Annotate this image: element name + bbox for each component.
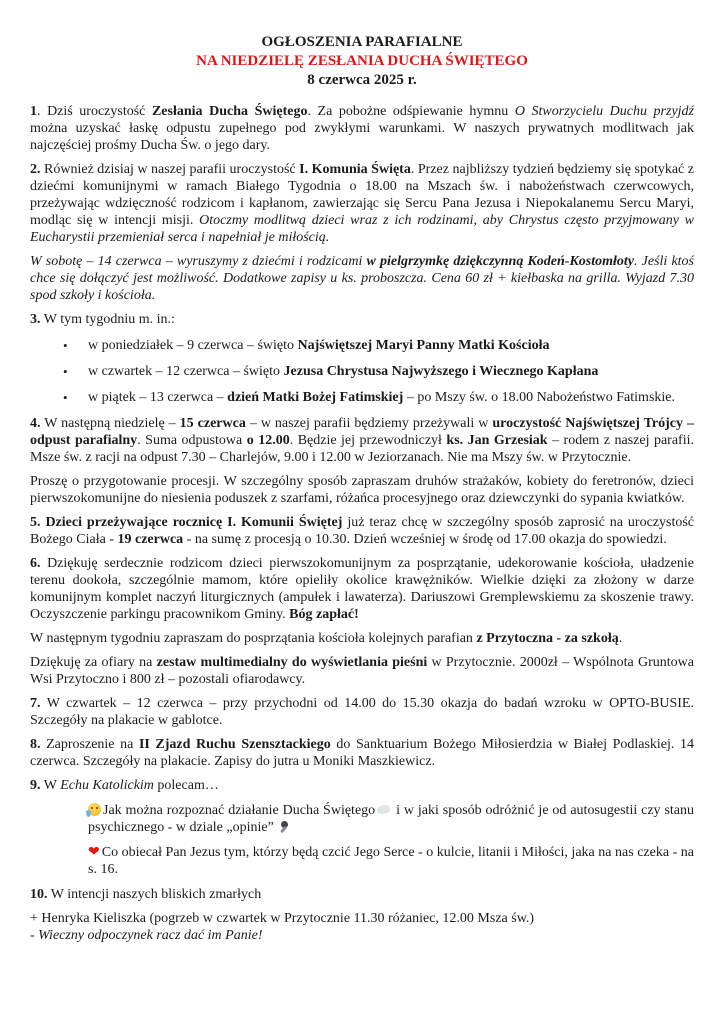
document-body <box>30 103 694 944</box>
text-run: z Przytoczna - za szkołą <box>476 631 619 646</box>
text-run: w pielgrzymkę dziękczynną Kodeń-Kostomłoty <box>366 254 635 269</box>
text-run: 7. <box>30 696 41 711</box>
bullet-icon: • <box>63 338 68 353</box>
text-run: W następną niedzielę – <box>40 416 180 431</box>
text-run: w poniedziałek – 9 czerwca – święto <box>88 338 298 353</box>
text-run: 6. <box>30 556 41 571</box>
text-run: polecam… <box>153 778 219 793</box>
funeral-henryk <box>30 910 694 927</box>
text-run: W czwartek – 12 czerwca – przy przychodni od 14.00 do 15.30 okazja do badań wzroku w OPTO-BUSIE. Szczegóły na plakacie w gablotce. <box>30 696 694 728</box>
page-title: OGŁOSZENIA PARAFIALNE <box>261 34 463 50</box>
text-run: + Henryka Kieliszka (pogrzeb w czwartek w Przytocznie 11.30 różaniec, 12.00 Msza św.) <box>30 911 535 926</box>
eternal-rest-prayer <box>30 927 694 944</box>
text-run: już teraz chcę w szczególny sposób zaprosić na uroczystość Bożego Ciała - <box>30 515 694 547</box>
text-run: w Przytocznie. 2000zł – Wspólnota Gruntowa Wsi Przytoczno i 800 zł – pozostali ofiarodawcy. <box>30 655 694 687</box>
crying-face-emoji <box>88 803 101 816</box>
parish-feast <box>30 415 694 466</box>
text-run: – po Mszy św. o 18.00 Nabożeństwo Fatimskie. <box>403 390 675 405</box>
text-run: - Wieczny odpoczynek racz dać im Panie! <box>30 928 263 943</box>
pilgrimage-note <box>30 253 694 304</box>
text-run: O Stworzycielu Duchu przyjdź <box>514 104 694 119</box>
echo-item-2 <box>88 844 694 878</box>
text-run: dzień Matki Bożej Fatimskiej <box>227 390 404 405</box>
text-run: W następnym tygodniu zapraszam do posprzątania kościoła kolejnych parafian <box>30 631 477 646</box>
text-run: Również dzisiaj w naszej parafii uroczystość <box>40 162 300 177</box>
text-run: – w naszej parafii będziemy przeżywali w <box>245 416 493 431</box>
text-run: W <box>40 778 61 793</box>
feast-thursday <box>30 363 694 380</box>
echo-item-1 <box>88 802 694 836</box>
text-run: 19 czerwca <box>117 532 184 547</box>
text-run: . <box>618 631 623 646</box>
dove-emoji <box>377 805 390 814</box>
text-run: . Przez najbliższy tydzień będziemy się spotykać z dziećmi komunijnymi w ramach Białego Tygodnia o 18.00 na Mszach św. i nabożeństwach czerwcowych, przeżywając wdzięczność rodzicom i kapłanom, zawierzając się Sercu Pana Jezusa i Niepokalanemu Sercu Maryi, modląc się w intencji misji. <box>30 162 694 228</box>
bullet-icon: • <box>63 364 68 379</box>
text-run: Bóg zapłać! <box>289 607 359 622</box>
text-run: W tym tygodniu m. in.: <box>40 312 175 327</box>
document-header <box>30 33 694 90</box>
text-run: Zesłania Ducha Świętego <box>151 104 308 119</box>
microphone-emoji <box>277 821 290 834</box>
text-run: o 12.00 <box>246 433 290 448</box>
text-run: Jezusa Chrystusa Najwyższego i Wiecznego Kapłana <box>283 364 599 379</box>
text-run: W sobotę – 14 czerwca – wyruszymy z dziećmi i rodzicami <box>30 254 367 269</box>
first-communion <box>30 161 694 246</box>
bullet-icon: • <box>63 390 68 405</box>
text-run: Otoczmy modlitwą dzieci wraz z ich rodzinami, aby Chrystus często przyjmowany w Eucharystii przemieniał serca i napełniał je miłością. <box>30 213 694 245</box>
multimedia-donations <box>30 654 694 688</box>
feast-friday <box>30 389 694 406</box>
procession-request <box>30 473 694 507</box>
page-subtitle: NA NIEDZIELĘ ZESŁANIA DUCHA ŚWIĘTEGO <box>196 53 528 69</box>
next-week-cleaning <box>30 630 694 647</box>
text-run: uroczystość Najświętszej Trójcy – odpust parafialny <box>30 416 695 448</box>
text-run: Najświętszej Maryi Panny Matki Kościoła <box>297 338 550 353</box>
eye-exams <box>30 695 694 729</box>
text-run: Zaproszenie na <box>40 737 139 752</box>
text-run: . Będzie jej przewodniczył <box>289 433 447 448</box>
page-date: 8 czerwca 2025 r. <box>307 72 417 88</box>
text-run: II Zjazd Ruchu Szensztackiego <box>138 737 331 752</box>
text-run: 5. Dzieci przeżywające rocznicę I. Komunii Świętej <box>30 515 343 530</box>
text-run: 15 czerwca <box>179 416 246 431</box>
text-run: Dziękuję serdecznie rodzicom dzieci pierwszokomunijnym za posprzątanie, udekorowanie kościoła, uładzenie terenu dookoła, szczególnie mamom, które opieliły okolice krawężników. Wielkie dzięki za złożony w darze komunijnym komplet naczyń liturgicznych (ampułek i lawaterza). Dariuszowi Gremplewskiemu za skoszenie trawy. Oczyszczenie parkingu pracownikom Gminy. <box>30 556 694 622</box>
text-run: zestaw multimedialny do wyświetlania pieśni <box>156 655 428 670</box>
week-schedule-header <box>30 311 694 328</box>
intro-pentecost <box>30 103 694 154</box>
text-run: . Za pobożne odśpiewanie hymnu <box>307 104 515 119</box>
deceased-intentions <box>30 886 694 903</box>
echo-katolickie <box>30 777 694 794</box>
text-run: W intencji naszych bliskich zmarłych <box>47 887 262 902</box>
text-run: 8. <box>30 737 41 752</box>
text-run: można uzyskać łaskę odpustu zupełnego pod zwykłymi warunkami. W naszych prywatnych modlitwach jak najczęściej prośmy Ducha Św. o jego dary. <box>30 121 694 153</box>
red-heart-emoji <box>88 844 100 861</box>
text-run: – rodem z naszej parafii. Msze św. z racji na odpust 7.30 – Charlejów, 9.00 i 12.00 w Jeziorzanach. Nie ma Mszy św. w Przytocznie. <box>30 433 694 465</box>
text-run: Dziękuję za ofiary na <box>30 655 157 670</box>
text-run: w piątek – 13 czerwca – <box>88 390 228 405</box>
text-run: 3. <box>30 312 41 327</box>
text-run: 10. <box>30 887 48 902</box>
text-run: 2. <box>30 162 41 177</box>
thanks-parents <box>30 555 694 623</box>
text-run: . Suma odpustowa <box>137 433 247 448</box>
text-run: Echu Katolickim <box>60 778 154 793</box>
text-run: w czwartek – 12 czerwca – święto <box>88 364 284 379</box>
text-run: - na sumę z procesją o 10.30. Dzień wcześniej w środę od 17.00 okazja do spowiedzi. <box>183 532 667 547</box>
feast-monday <box>30 337 694 354</box>
szensztat-meeting <box>30 736 694 770</box>
text-run: Co obiecał Pan Jezus tym, którzy będą czcić Jego Serce - o kulcie, litanii i Miłości, jaka na nas czeka - na s. 16. <box>88 845 694 877</box>
text-run: i w jaki sposób odróżnić je od autosugestii czy stanu psychicznego - w dziale „opinie” <box>88 803 694 835</box>
text-run: ks. Jan Grzesiak <box>446 433 548 448</box>
text-run: Jak można rozpoznać działanie Ducha Świętego <box>103 803 376 818</box>
text-run: 4. <box>30 416 41 431</box>
text-run: Proszę o przygotowanie procesji. W szczególny sposób zapraszam druhów strażaków, kobiety do feretronów, dzieci pierwszokomunijne do niesienia poduszek z szarfami, różańca procesyjnego oraz dziewczynki do sypania kwiatków. <box>30 474 694 506</box>
anniversary-children <box>30 514 694 548</box>
text-run: . Dziś uroczystość <box>37 104 152 119</box>
text-run: 9. <box>30 778 41 793</box>
text-run: do Sanktuarium Bożego Miłosierdzia w Białej Podlaskiej. 14 czerwca. Szczegóły na plakacie. Zapisy do jutra u Moniki Maszkiewicz. <box>30 737 694 769</box>
text-run: I. Komunia Święta <box>299 162 411 177</box>
text-run: . Jeśli ktoś chce się dołączyć jest możliwość. Dodatkowe zapisy u ks. proboszcza. Cena 60 zł + kiełbaska na grilla. Wyjazd 7.30 spod szkoły i kościoła. <box>30 254 694 303</box>
text-run: 1 <box>30 104 37 119</box>
